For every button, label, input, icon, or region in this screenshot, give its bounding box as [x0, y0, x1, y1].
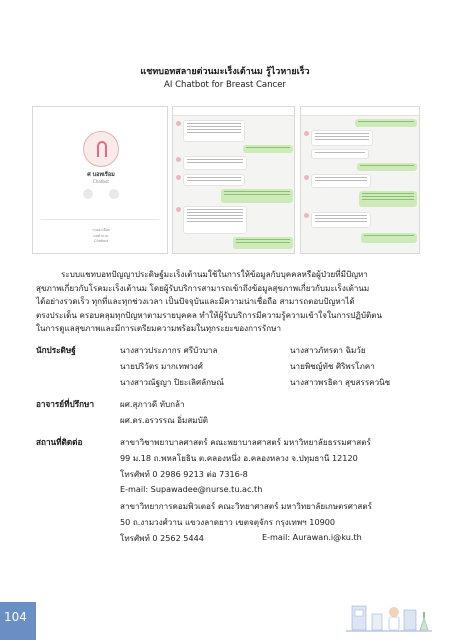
chat-bubble: [311, 130, 373, 146]
contact-line: 50 ถ.งามวงศ์วาน แขวงลาดยาว เขตจตุจักร กรุงเทพฯ 10900: [120, 517, 336, 527]
contact-line: สาขาวิทยาการคอมพิวเตอร์ คณะวิทยาศาสตร์ มหาวิทยาลัยเกษตรศาสตร์: [120, 501, 372, 511]
share-icon: [109, 189, 119, 199]
inventors-label: นักประดิษฐ์: [36, 345, 76, 355]
chat-bubble: [243, 145, 293, 153]
chat-bubble: [359, 191, 417, 207]
description-line: สุขภาพเกี่ยวกับโรคมะเร็งเต้านม โดยผู้รับบริการสามารถเข้าถึงข้อมูลสุขภาพเกี่ยวกับมะเร็งเต้านม: [36, 282, 370, 293]
inventor-name: นางสาวพรธิดา สุขสรรควนิช: [290, 377, 391, 387]
page-number: 104: [4, 610, 27, 624]
chatbot-profile-screenshot: [32, 106, 168, 254]
bot-avatar-icon: [176, 175, 181, 180]
chat-bubble: [357, 163, 417, 171]
bot-avatar-icon: [304, 131, 309, 136]
description-line: ได้อย่างรวดเร็ว ทุกที่และทุกช่วงเวลา เป็นปัจจุบันและมีความน่าเชื่อถือ สามารถตอบปัญหาได้: [36, 296, 355, 307]
contact-email: E-mail: Aurawan.i@ku.th: [262, 532, 362, 542]
chat-bubble: [311, 149, 369, 159]
contact-line: โทรศัพท์ 0 2986 9213 ต่อ 7316-8: [120, 469, 248, 479]
bot-avatar-icon: [176, 157, 181, 162]
description-line: ตรงประเด็น ครอบคลุมทุกปัญหาตามรายบุคคล ทำให้ผู้รับบริการมีความรู้ความเข้าใจในการปฏิบัติตน: [36, 309, 383, 320]
chat-header: [301, 107, 419, 116]
chat-screenshot-2: [300, 106, 420, 254]
chat-bubble: [183, 206, 247, 234]
description-line: ในการดูแลสุขภาพและมีการเตรียมความพร้อมในทุกระยะของการรักษา: [36, 323, 281, 334]
chat-icon: [83, 189, 93, 199]
description-paragraph: [36, 268, 420, 336]
chat-bubble: [183, 174, 245, 186]
inventor-name: นายปริวัตร มากเทพวงศ์: [120, 361, 203, 371]
chat-bubble: [311, 174, 371, 188]
chatbot-subtitle: Chatbot: [93, 179, 109, 184]
description-line: ระบบแชทบอทปัญญาประดิษฐ์มะเร็งเต้านมใช้ในการให้ข้อมูลกับบุคคลหรือผู้ป่วยที่มีปัญหา: [61, 269, 368, 279]
chat-bubble: [183, 156, 247, 170]
contact-line: สาขาวิชาพยาบาลศาสตร์ คณะพยาบาลศาสตร์ มหาวิทยาลัยธรรมศาสตร์: [120, 437, 371, 447]
profile-footer-line-1: รายละเอียด: [92, 228, 110, 232]
chatbot-avatar: [83, 131, 119, 167]
divider: [41, 219, 159, 220]
chat-bubble: [311, 212, 371, 228]
chat-screenshot-1: [172, 106, 295, 254]
title-english: AI Chatbot for Breast Cancer: [164, 80, 286, 90]
chat-header: [173, 107, 294, 116]
inventor-name: นางสาวภัทรดา ฉิมวัย: [290, 345, 366, 355]
contact-line: 99 ม.18 ถ.พหลโยธิน ต.คลองหนึ่ง อ.คลองหลวง จ.ปทุมธานี 12120: [120, 453, 358, 463]
lab-illustration-icon: [344, 592, 434, 636]
chat-bubble: [233, 237, 293, 249]
inventor-name: นายพิชญ์ทัช ศิริพรโภคา: [290, 361, 375, 371]
bot-avatar-icon: [304, 213, 309, 218]
chat-bubble: [361, 233, 417, 243]
pink-ribbon-icon: [97, 141, 107, 157]
bot-avatar-icon: [176, 121, 181, 126]
inventor-name: นางสาวประภากร ศรีบัวบาล: [120, 345, 218, 355]
chat-bubble: [355, 119, 417, 127]
contact-line: โทรศัพท์ 0 2562 5444: [120, 533, 204, 543]
advisors-label: อาจารย์ที่ปรึกษา: [36, 399, 95, 409]
title-thai: แชทบอทสลายต่วนมะเร็งเต้านม รู้ไวหายเร็ว: [140, 67, 310, 77]
contact-email: E-mail: Supawadee@nurse.tu.ac.th: [120, 484, 263, 494]
profile-footer-line-3: Chatbot: [94, 239, 108, 243]
chat-bubble: [183, 120, 245, 142]
chat-bubble: [221, 189, 293, 203]
bot-avatar-icon: [304, 175, 309, 180]
advisor-name: ผศ.ดร.อรวรรณ อิ่มสมบัติ: [120, 415, 209, 425]
inventor-name: นางสาวณัฐญา ปิยะเลิศลักษณ์: [120, 377, 224, 387]
bot-avatar-icon: [176, 207, 181, 212]
advisor-name: ผศ.สุภาวดี ทับกล้า: [120, 399, 185, 409]
chatbot-name: ศ บอทเรือม: [87, 172, 115, 178]
contact-label: สถานที่ติดต่อ: [36, 437, 83, 447]
profile-footer-line-2: ผลคำถาม: [93, 234, 109, 238]
